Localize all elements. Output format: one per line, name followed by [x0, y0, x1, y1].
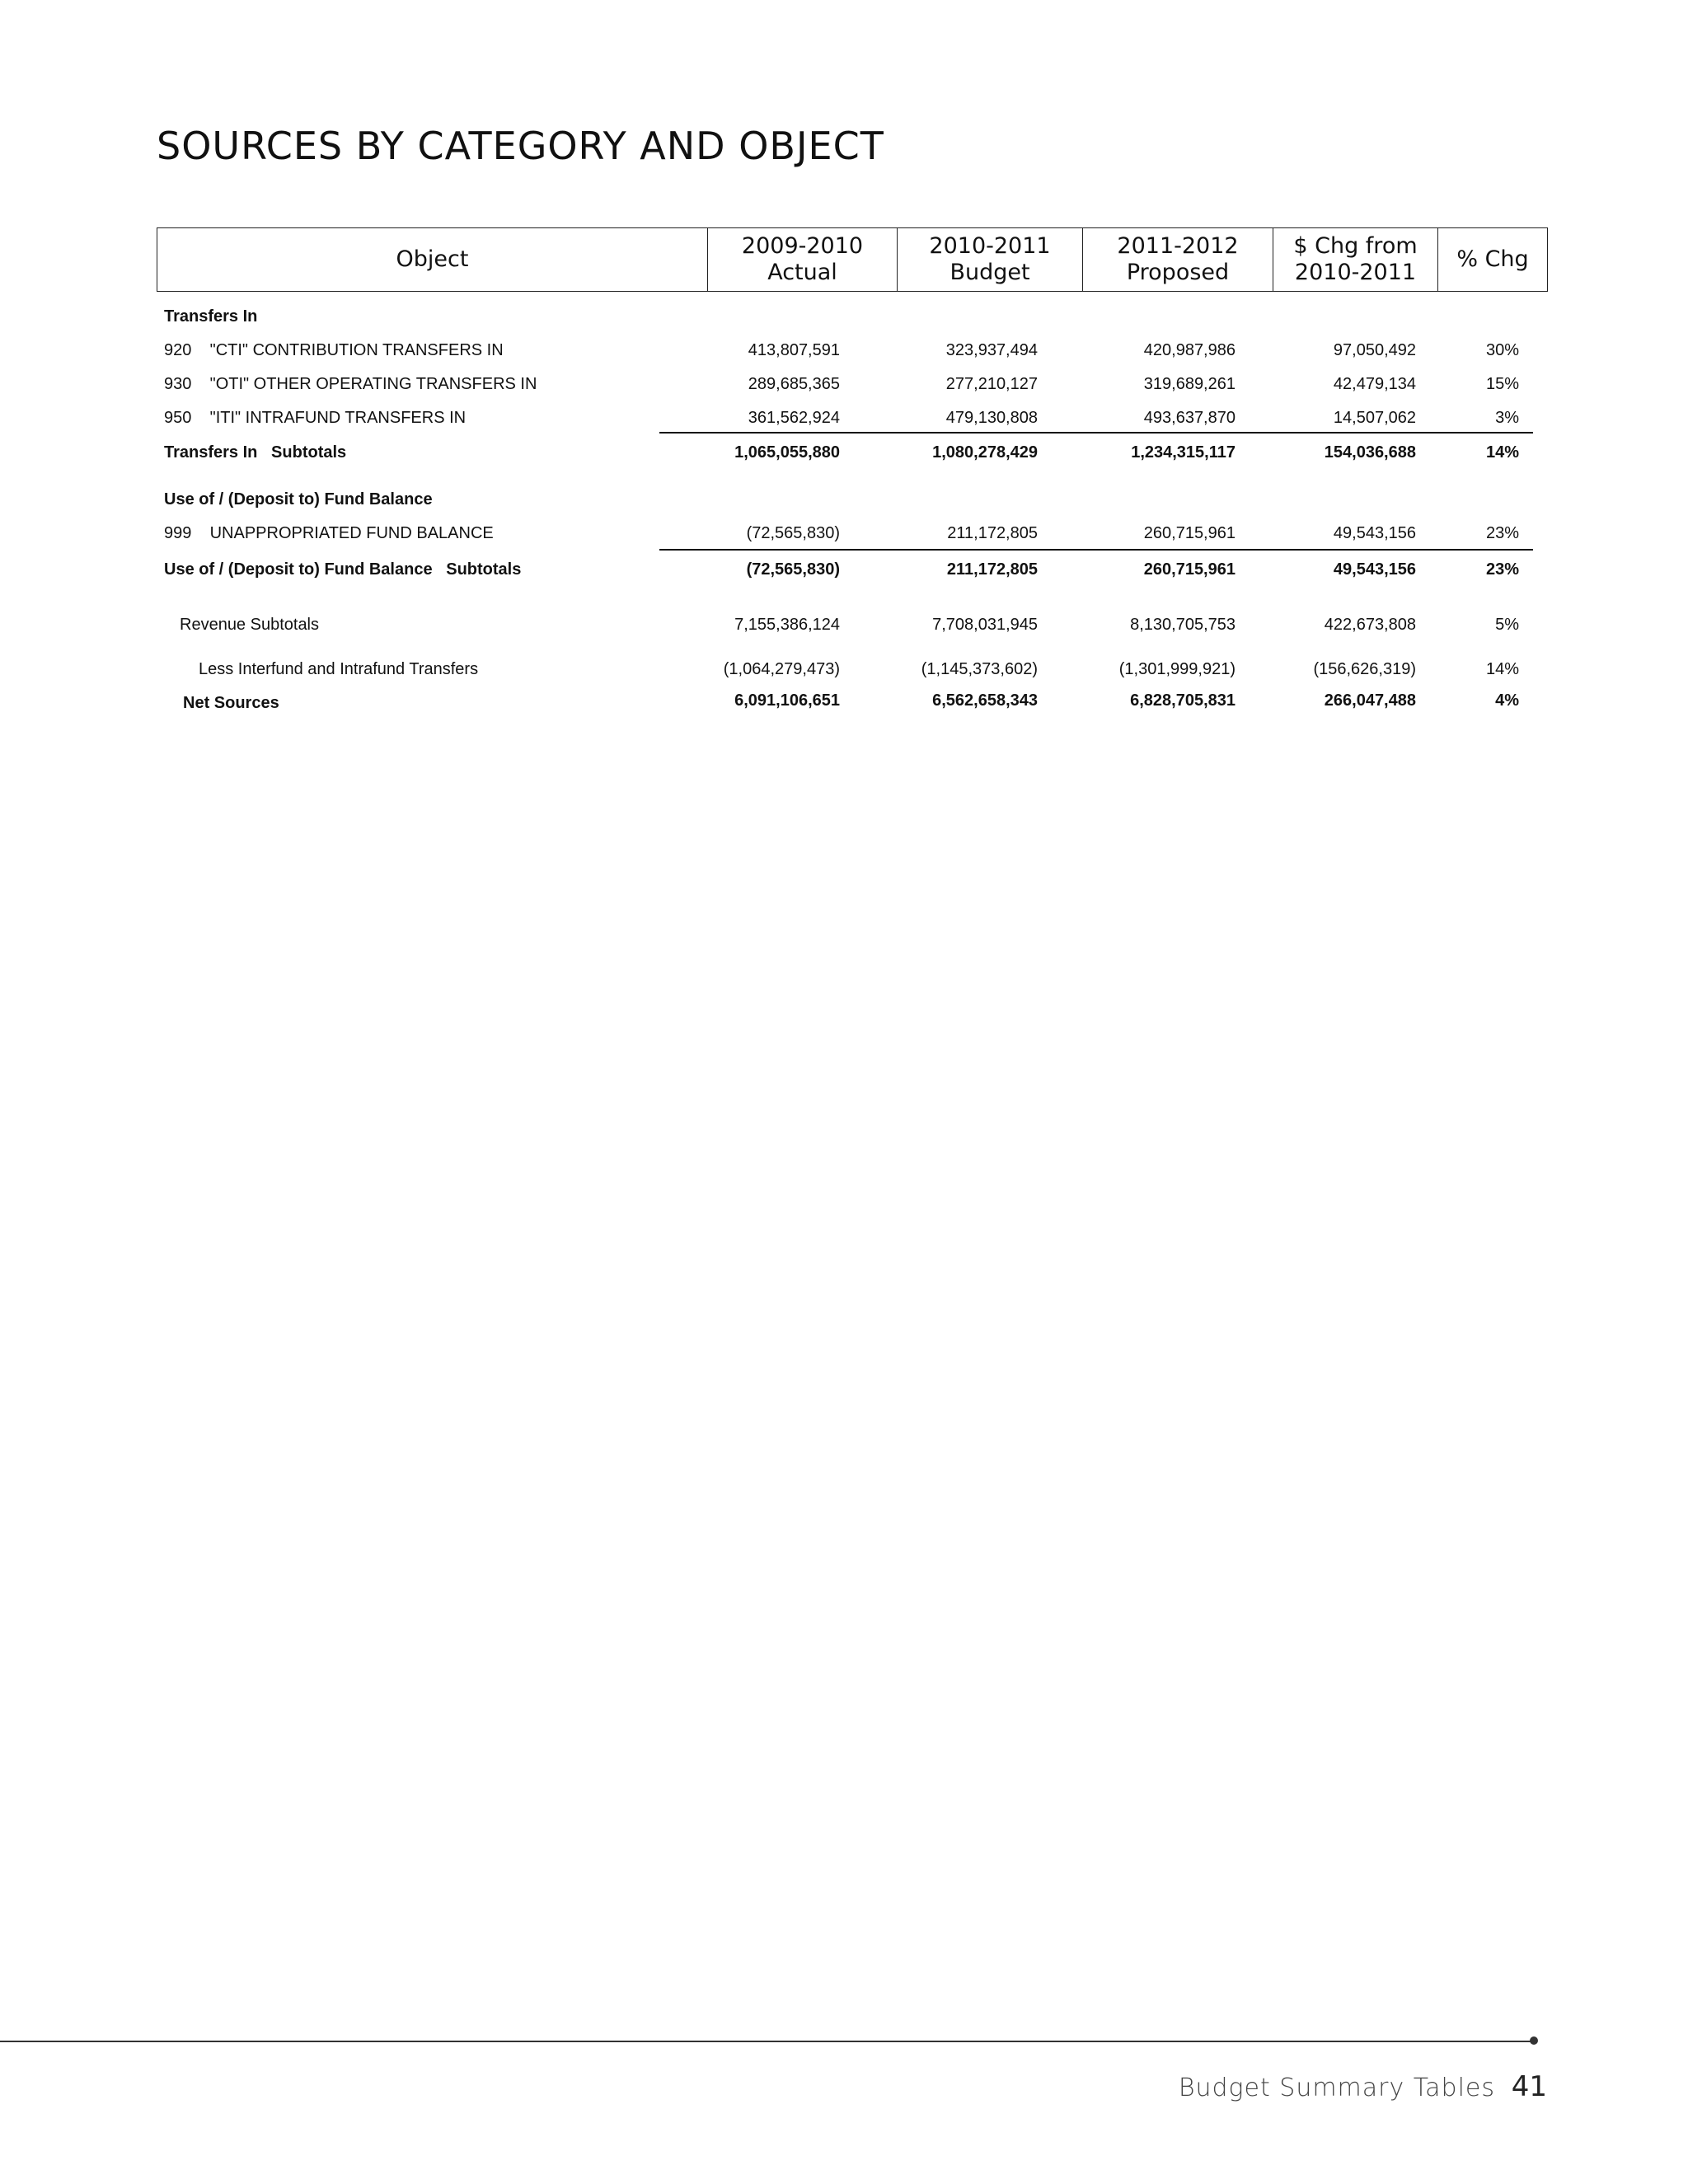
cell-percent-change: 4%	[1495, 691, 1519, 710]
cell-budget: 479,130,808	[945, 409, 1038, 427]
cell-dollar-change: 266,047,488	[1324, 691, 1416, 710]
cell-dollar-change: (156,626,319)	[1313, 660, 1416, 678]
cell-dollar-change: 49,543,156	[1333, 560, 1416, 579]
header-actual-year: 2009-2010	[741, 233, 864, 259]
cell-dollar-change: 49,543,156	[1333, 524, 1416, 542]
cell-budget: 211,172,805	[947, 524, 1038, 542]
cell-budget: 277,210,127	[945, 375, 1038, 393]
less-transfers-row	[157, 656, 1548, 682]
cell-dollar-change: 422,673,808	[1324, 616, 1416, 634]
cell-proposed: 260,715,961	[1143, 524, 1236, 542]
table-row	[157, 337, 1548, 363]
footer-section-title: Budget Summary Tables	[1178, 2074, 1495, 2102]
page-title: SOURCES BY CATEGORY AND OBJECT	[157, 124, 884, 168]
cell-percent-change: 23%	[1485, 524, 1519, 542]
cell-budget: 323,937,494	[945, 341, 1038, 359]
footer-rule	[0, 2041, 1535, 2042]
subtotal-row-fund-balance	[157, 556, 1548, 583]
cell-proposed: 8,130,705,753	[1130, 616, 1236, 634]
cell-budget: 1,080,278,429	[932, 443, 1038, 462]
row-label: 999 UNAPPROPRIATED FUND BALANCE	[164, 524, 494, 542]
cell-actual: 7,155,386,124	[734, 616, 840, 634]
header-dollar-change-line2: 2010-2011	[1294, 260, 1417, 285]
header-budget	[897, 228, 1082, 291]
cell-proposed: 493,637,870	[1143, 409, 1236, 427]
cell-dollar-change: 154,036,688	[1324, 443, 1416, 462]
table-row	[157, 405, 1548, 431]
cell-percent-change: 14%	[1485, 660, 1519, 678]
header-proposed-label: Proposed	[1126, 260, 1230, 285]
cell-percent-change: 5%	[1495, 616, 1519, 634]
row-label: Transfers In Subtotals	[164, 443, 347, 462]
cell-proposed: 260,715,961	[1143, 560, 1236, 579]
table-header	[157, 227, 1548, 292]
cell-budget: 7,708,031,945	[932, 616, 1038, 634]
section-heading-transfers-in	[157, 303, 1548, 330]
cell-budget: (1,145,373,602)	[921, 660, 1038, 678]
revenue-subtotals-row	[157, 612, 1548, 638]
page-number: 41	[1511, 2070, 1547, 2103]
cell-percent-change: 23%	[1485, 560, 1519, 579]
header-proposed-year: 2011-2012	[1117, 233, 1239, 259]
header-budget-year: 2010-2011	[929, 233, 1051, 259]
net-sources-row	[157, 687, 1548, 714]
header-dollar-change	[1273, 228, 1437, 291]
cell-proposed: 6,828,705,831	[1130, 691, 1236, 710]
header-budget-label: Budget	[950, 260, 1030, 285]
header-percent-change: % Chg	[1437, 228, 1547, 291]
section-heading-label: Use of / (Deposit to) Fund Balance	[164, 490, 433, 509]
cell-actual: (72,565,830)	[746, 524, 840, 542]
cell-actual: 6,091,106,651	[734, 691, 840, 710]
cell-actual: 361,562,924	[748, 409, 840, 427]
cell-actual: (72,565,830)	[746, 560, 840, 579]
row-label: Revenue Subtotals	[180, 616, 320, 634]
header-object: Object	[396, 246, 469, 272]
cell-budget: 6,562,658,343	[932, 691, 1038, 710]
cell-actual: (1,064,279,473)	[723, 660, 840, 678]
cell-dollar-change: 97,050,492	[1333, 341, 1416, 359]
subtotal-row-transfers-in	[157, 439, 1548, 466]
table-row	[157, 520, 1548, 546]
header-proposed	[1082, 228, 1273, 291]
cell-dollar-change: 42,479,134	[1333, 375, 1416, 393]
cell-actual: 1,065,055,880	[734, 443, 840, 462]
row-label: Use of / (Deposit to) Fund Balance Subtotals	[164, 560, 522, 579]
cell-budget: 211,172,805	[946, 560, 1038, 579]
row-label: 950 "ITI" INTRAFUND TRANSFERS IN	[164, 409, 467, 427]
section-heading-label: Transfers In	[164, 307, 258, 326]
header-dollar-change-line1: $ Chg from	[1293, 233, 1418, 259]
row-label: Net Sources	[183, 694, 279, 712]
footer-rule-endpoint	[1530, 2036, 1538, 2045]
cell-proposed: 1,234,315,117	[1131, 443, 1236, 462]
cell-percent-change: 15%	[1485, 375, 1519, 393]
cell-percent-change: 30%	[1485, 341, 1519, 359]
cell-dollar-change: 14,507,062	[1333, 409, 1416, 427]
cell-percent-change: 3%	[1495, 409, 1519, 427]
header-actual-label: Actual	[767, 260, 837, 285]
cell-proposed: (1,301,999,921)	[1118, 660, 1236, 678]
row-label: 920 "CTI" CONTRIBUTION TRANSFERS IN	[164, 341, 504, 359]
row-label: Less Interfund and Intrafund Transfers	[199, 660, 479, 678]
subtotal-rule	[659, 549, 1533, 551]
row-label: 930 "OTI" OTHER OPERATING TRANSFERS IN	[164, 375, 537, 393]
cell-actual: 413,807,591	[748, 341, 840, 359]
cell-percent-change: 14%	[1485, 443, 1519, 462]
cell-proposed: 420,987,986	[1143, 341, 1236, 359]
section-heading-fund-balance	[157, 486, 1548, 513]
cell-proposed: 319,689,261	[1143, 375, 1236, 393]
subtotal-rule	[659, 432, 1533, 434]
table-row	[157, 371, 1548, 397]
header-actual	[707, 228, 897, 291]
cell-actual: 289,685,365	[748, 375, 840, 393]
